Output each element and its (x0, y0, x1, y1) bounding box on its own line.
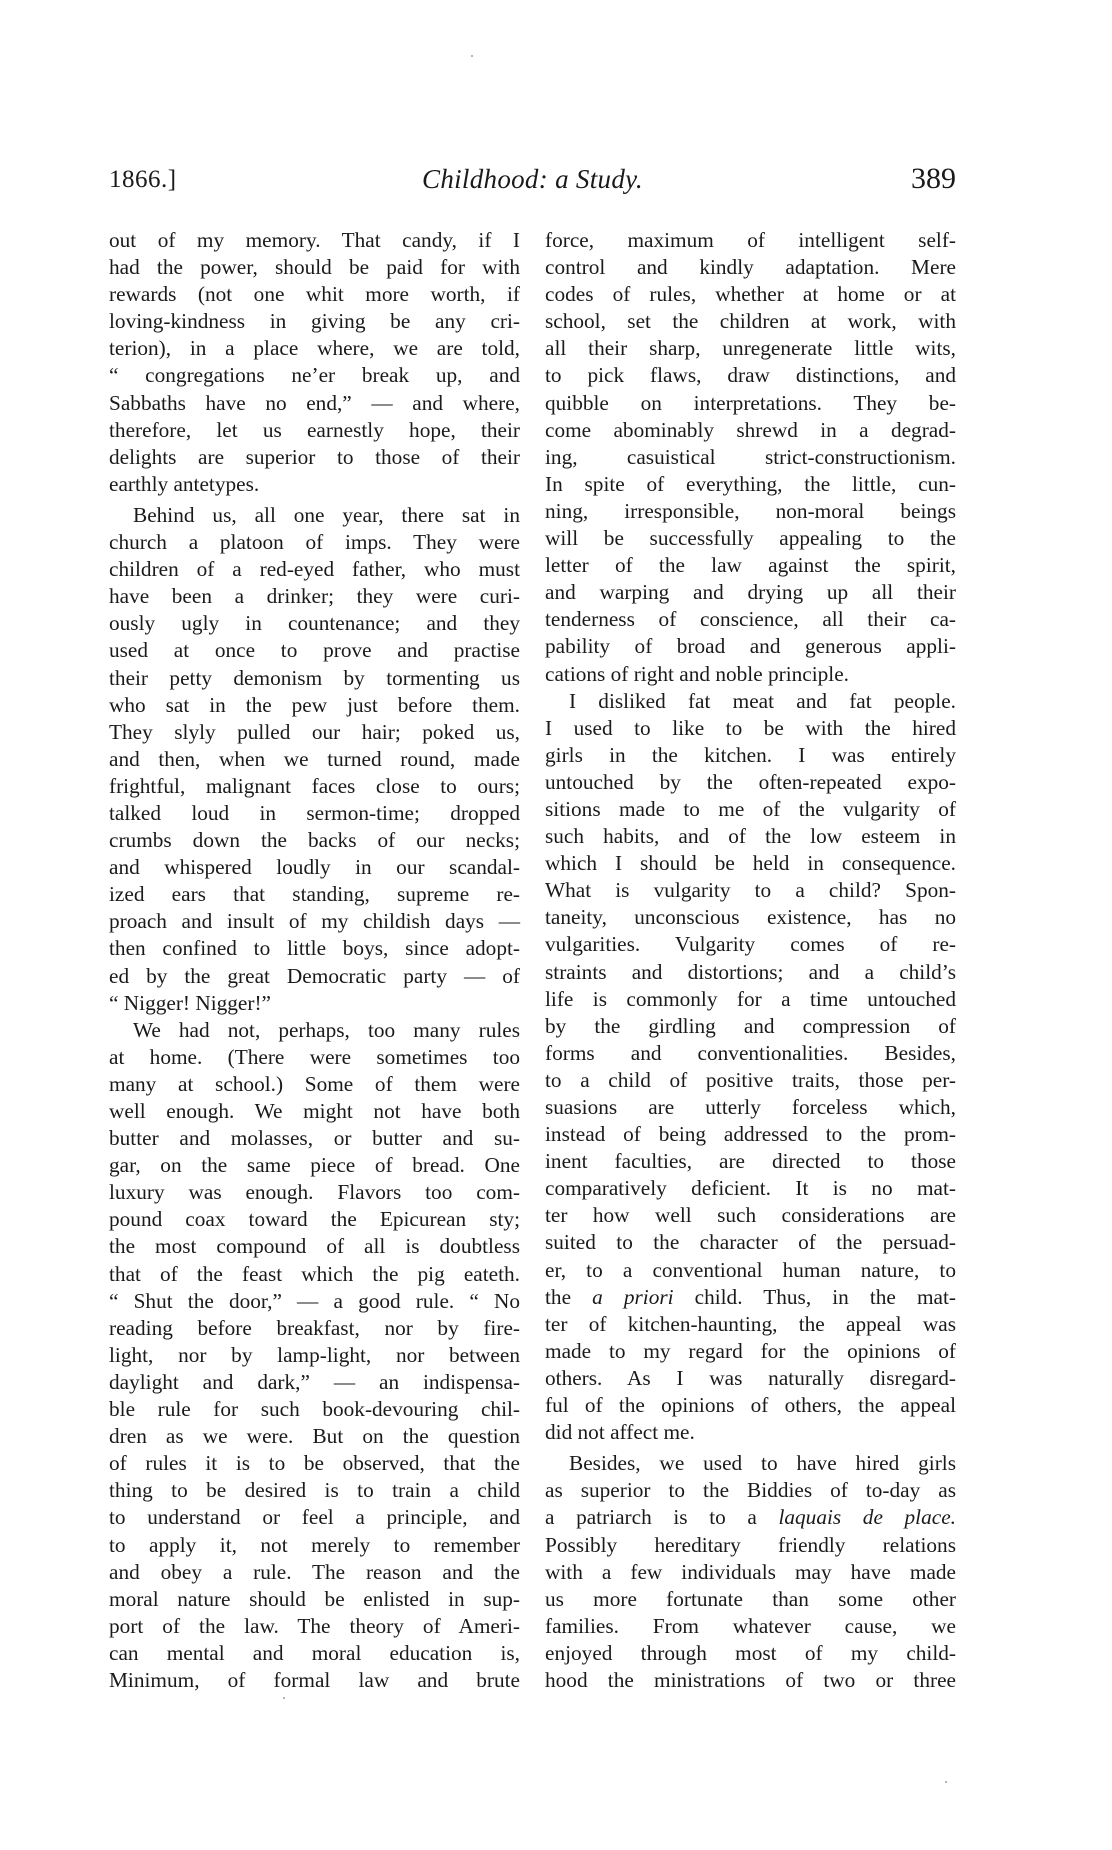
text-line (545, 1419, 956, 1446)
text-line (109, 1640, 520, 1667)
line-text: by the girdling and compression of (545, 1013, 956, 1038)
text-line (109, 390, 520, 417)
text-line (545, 742, 956, 769)
text-line (109, 1532, 520, 1559)
line-text: Sabbaths have no end,” — and where, (109, 390, 520, 415)
text-line (109, 417, 520, 444)
line-text: dren as we were. But on the question (109, 1424, 520, 1449)
line-text: who sat in the pew just before them. (109, 692, 520, 717)
line-text: and warping and drying up all their (545, 580, 956, 605)
line-text: to understand or feel a principle, and (109, 1505, 520, 1530)
text-line (545, 1284, 956, 1311)
text-line (545, 715, 956, 742)
text-line (109, 800, 520, 827)
line-text: ning, irresponsible, non-moral beings (545, 498, 956, 523)
line-text: the (545, 1284, 593, 1309)
line-text: families. From whatever cause, we (545, 1613, 956, 1638)
line-text: to a child of positive traits, those per- (545, 1067, 956, 1092)
text-line (109, 1450, 520, 1477)
line-text: pability of broad and generous appli- (545, 634, 956, 659)
text-line (109, 1179, 520, 1206)
text-line (109, 610, 520, 637)
text-line (109, 1071, 520, 1098)
line-text: straints and distortions; and a child’s (545, 959, 956, 984)
text-line (545, 417, 956, 444)
line-text: port of the law. The theory of Ameri- (109, 1613, 520, 1638)
line-text: school, set the children at work, with (545, 309, 956, 334)
text-line (545, 1257, 956, 1284)
text-line (545, 1311, 956, 1338)
line-text: and obey a rule. The reason and the (109, 1559, 520, 1584)
line-text: ful of the opinions of others, the appeal (545, 1393, 956, 1418)
text-line (109, 362, 520, 389)
line-text: taneity, unconscious existence, has no (545, 905, 956, 930)
text-line (545, 1532, 956, 1559)
header-title: Childhood: a Study. (422, 164, 643, 194)
line-text: girls in the kitchen. I was entirely (545, 742, 956, 767)
text-line (545, 498, 956, 525)
line-text: I disliked fat meat and fat people. (569, 688, 956, 713)
text-line (545, 904, 956, 931)
text-line (109, 1125, 520, 1152)
line-text: suasions are utterly forceless which, (545, 1095, 956, 1119)
text-line (109, 1369, 520, 1396)
line-text: enjoyed through most of my child- (545, 1640, 956, 1665)
line-text: well enough. We might not have both (109, 1099, 520, 1123)
line-text: terion), in a place where, we are told, (109, 336, 520, 361)
line-text: daylight and dark,” — an indispensa- (109, 1369, 520, 1394)
text-line (109, 637, 520, 664)
italic-phrase: laquais de place. (778, 1505, 956, 1530)
text-line (545, 1202, 956, 1229)
text-line (109, 1098, 520, 1125)
line-text: then confined to little boys, since adopt- (109, 936, 520, 961)
text-line (109, 1342, 520, 1369)
text-line (109, 881, 520, 908)
line-text: Besides, we used to have hired girls (569, 1451, 956, 1476)
line-text: and whispered loudly in our scandal- (109, 855, 520, 880)
line-text: letter of the law against the spirit, (545, 553, 956, 578)
line-text: earthly antetypes. (109, 471, 260, 496)
text-line (109, 1504, 520, 1531)
text-line (109, 308, 520, 335)
line-text: others. As I was naturally disregard- (545, 1365, 956, 1390)
line-text: codes of rules, whether at home or at (545, 282, 956, 307)
text-line (545, 552, 956, 579)
text-line (109, 254, 520, 281)
text-line (545, 606, 956, 633)
line-text: cations of right and noble principle. (545, 661, 849, 686)
text-line (109, 1396, 520, 1423)
text-line (109, 227, 520, 254)
scan-speck (945, 1781, 947, 1783)
text-line (109, 1586, 520, 1613)
line-text: “ Nigger! Nigger!” (109, 990, 272, 1015)
line-text: control and kindly adaptation. Mere (545, 255, 956, 280)
line-text: such habits, and of the low esteem in (545, 824, 956, 849)
text-line (545, 1586, 956, 1613)
line-text: suited to the character of the persuad- (545, 1230, 956, 1255)
text-line (109, 854, 520, 881)
text-line (109, 1044, 520, 1071)
line-text: ter how well such considerations are (545, 1203, 956, 1228)
line-text: They slyly pulled our hair; poked us, (109, 719, 520, 744)
text-line (545, 1365, 956, 1392)
text-line (109, 963, 520, 990)
line-text: hood the ministrations of two or three (545, 1667, 956, 1692)
line-text: their petty demonism by tormenting us (109, 665, 520, 690)
line-text: with a few individuals may have made (545, 1559, 956, 1584)
line-text: pound coax toward the Epicurean sty; (109, 1207, 520, 1232)
line-text: Possibly hereditary friendly relations (545, 1532, 956, 1557)
line-text: made to my regard for the opinions of (545, 1338, 956, 1363)
text-line (545, 931, 956, 958)
text-line (545, 633, 956, 660)
text-line (545, 1067, 956, 1094)
text-line (109, 1667, 520, 1694)
line-text: rewards (not one whit more worth, if (109, 282, 520, 307)
line-text: “ Shut the door,” — a good rule. “ No (109, 1288, 520, 1313)
text-line (545, 362, 956, 389)
text-line (545, 1477, 956, 1504)
text-line (545, 959, 956, 986)
text-line (545, 769, 956, 796)
text-line (109, 471, 520, 498)
text-line (109, 746, 520, 773)
italic-phrase: a priori (592, 1284, 674, 1309)
text-line (545, 1040, 956, 1067)
text-line (545, 796, 956, 823)
line-text: will be successfully appealing to the (545, 526, 956, 551)
page-number: 389 (911, 162, 956, 195)
line-text: Minimum, of formal law and brute (109, 1667, 520, 1692)
scan-speck (471, 55, 473, 57)
line-text: delights are superior to those of their (109, 444, 520, 469)
line-text: to apply it, not merely to remember (109, 1532, 520, 1557)
text-line (545, 227, 956, 254)
text-line (109, 281, 520, 308)
line-text: ously ugly in countenance; and they (109, 611, 520, 636)
text-line (109, 665, 520, 692)
line-text: to pick flaws, draw distinctions, and (545, 363, 956, 388)
text-line (545, 986, 956, 1013)
text-line (109, 1288, 520, 1315)
text-line (545, 335, 956, 362)
line-text: have been a drinker; they were curi- (109, 584, 520, 609)
line-text: sitions made to me of the vulgarity of (545, 796, 956, 821)
text-line (545, 1450, 956, 1477)
line-text: which I should be held in consequence. (545, 851, 956, 876)
line-text: all their sharp, unregenerate little wits, (545, 336, 956, 361)
line-text: did not affect me. (545, 1420, 695, 1445)
text-line (545, 850, 956, 877)
line-text: We had not, perhaps, too many rules (133, 1017, 520, 1042)
line-text: out of my memory. That candy, if I (109, 228, 520, 252)
text-line (545, 1640, 956, 1667)
text-line (109, 583, 520, 610)
text-line (545, 1504, 956, 1531)
text-line (545, 1338, 956, 1365)
line-text: inent faculties, are directed to those (545, 1149, 956, 1174)
line-text: ble rule for such book-devouring chil- (109, 1397, 520, 1422)
text-line (109, 1233, 520, 1260)
text-line (545, 1148, 956, 1175)
line-text: thing to be desired is to train a child (109, 1478, 520, 1503)
text-line (545, 1121, 956, 1148)
line-text: life is commonly for a time untouched (545, 986, 956, 1011)
header-date: 1866.] (109, 166, 177, 193)
text-line (109, 719, 520, 746)
line-text: come abominably shrewd in a degrad- (545, 417, 956, 442)
line-text: gar, on the same piece of bread. One (109, 1153, 520, 1178)
text-line (109, 1017, 520, 1044)
line-text: frightful, malignant faces close to ours; (109, 773, 520, 798)
scan-speck (283, 1697, 285, 1699)
text-line (109, 502, 520, 529)
text-line (109, 556, 520, 583)
line-text: I used to like to be with the hired (545, 715, 956, 740)
line-text: ized ears that standing, supreme re- (109, 882, 520, 907)
line-text: the most compound of all is doubtless (109, 1234, 520, 1259)
line-text: er, to a conventional human nature, to (545, 1257, 956, 1282)
line-text: of rules it is to be observed, that the (109, 1451, 520, 1476)
text-line (545, 661, 956, 688)
line-text: ter of kitchen-haunting, the appeal was (545, 1311, 956, 1336)
text-line (109, 692, 520, 719)
text-line (545, 525, 956, 552)
text-line (109, 529, 520, 556)
line-text: comparatively deficient. It is no mat- (545, 1176, 956, 1201)
text-line (545, 281, 956, 308)
line-text: talked loud in sermon-time; dropped (109, 800, 520, 825)
line-text: and then, when we turned round, made (109, 746, 520, 771)
line-text: can mental and moral education is, (109, 1640, 520, 1665)
text-line (545, 444, 956, 471)
text-line (545, 1094, 956, 1121)
line-text: church a platoon of imps. They were (109, 530, 520, 555)
text-line (109, 1152, 520, 1179)
line-text: butter and molasses, or butter and su- (109, 1126, 520, 1151)
text-line (545, 1392, 956, 1419)
text-line (109, 1423, 520, 1450)
line-text: many at school.) Some of them were (109, 1071, 520, 1096)
text-column-left (109, 227, 520, 1694)
text-line (109, 773, 520, 800)
line-text: at home. (There were sometimes too (109, 1044, 520, 1069)
text-line (109, 908, 520, 935)
text-line (545, 688, 956, 715)
line-text: Behind us, all one year, there sat in (133, 502, 520, 527)
line-text: therefore, let us earnestly hope, their (109, 417, 520, 442)
text-line (545, 1013, 956, 1040)
text-line (109, 1613, 520, 1640)
line-text: What is vulgarity to a child? Spon- (545, 878, 956, 903)
line-text: moral nature should be enlisted in sup- (109, 1586, 520, 1611)
text-line (109, 1206, 520, 1233)
text-line (545, 1559, 956, 1586)
text-line (109, 444, 520, 471)
text-line (545, 579, 956, 606)
line-text: loving-kindness in giving be any cri- (109, 309, 520, 334)
running-header (109, 160, 956, 200)
text-line (545, 1175, 956, 1202)
text-line (545, 254, 956, 281)
line-text: tenderness of conscience, all their ca- (545, 607, 956, 632)
line-text: children of a red-eyed father, who must (109, 557, 520, 582)
line-text: us more fortunate than some other (545, 1586, 956, 1611)
line-text-after: child. Thus, in the mat- (673, 1284, 956, 1309)
text-line (109, 827, 520, 854)
text-column-right (545, 227, 956, 1694)
line-text: untouched by the often-repeated expo- (545, 769, 956, 794)
line-text: light, nor by lamp-light, nor between (109, 1342, 520, 1367)
line-text: ing, casuistical strict-constructionism. (545, 444, 956, 469)
line-text: crumbs down the backs of our necks; (109, 828, 520, 853)
line-text: forms and conventionalities. Besides, (545, 1040, 956, 1065)
line-text: “ congregations ne’er break up, and (109, 363, 520, 388)
text-line (109, 1261, 520, 1288)
text-line (545, 1613, 956, 1640)
line-text: that of the feast which the pig eateth. (109, 1261, 520, 1286)
line-text: reading before breakfast, nor by fire- (109, 1315, 520, 1340)
line-text: as superior to the Biddies of to-day as (545, 1478, 956, 1503)
line-text: ed by the great Democratic party — of (109, 963, 520, 988)
text-line (109, 335, 520, 362)
line-text: a patriarch is to a (545, 1505, 779, 1530)
text-line (109, 1315, 520, 1342)
line-text: instead of being addressed to the prom- (545, 1122, 956, 1147)
line-text: had the power, should be paid for with (109, 255, 520, 280)
text-line (109, 1477, 520, 1504)
text-line (109, 990, 520, 1017)
text-line (545, 390, 956, 417)
line-text: proach and insult of my childish days — (109, 909, 520, 934)
text-line (545, 1667, 956, 1694)
line-text: In spite of everything, the little, cun- (545, 471, 956, 496)
text-line (545, 823, 956, 850)
text-line (545, 308, 956, 335)
text-line (545, 471, 956, 498)
line-text: used at once to prove and practise (109, 638, 520, 663)
text-line (545, 1229, 956, 1256)
text-line (109, 935, 520, 962)
line-text: luxury was enough. Flavors too com- (109, 1180, 520, 1205)
text-line (545, 877, 956, 904)
line-text: vulgarities. Vulgarity comes of re- (545, 932, 956, 957)
text-line (109, 1559, 520, 1586)
line-text: quibble on interpretations. They be- (545, 390, 956, 415)
line-text: force, maximum of intelligent self- (545, 228, 956, 252)
